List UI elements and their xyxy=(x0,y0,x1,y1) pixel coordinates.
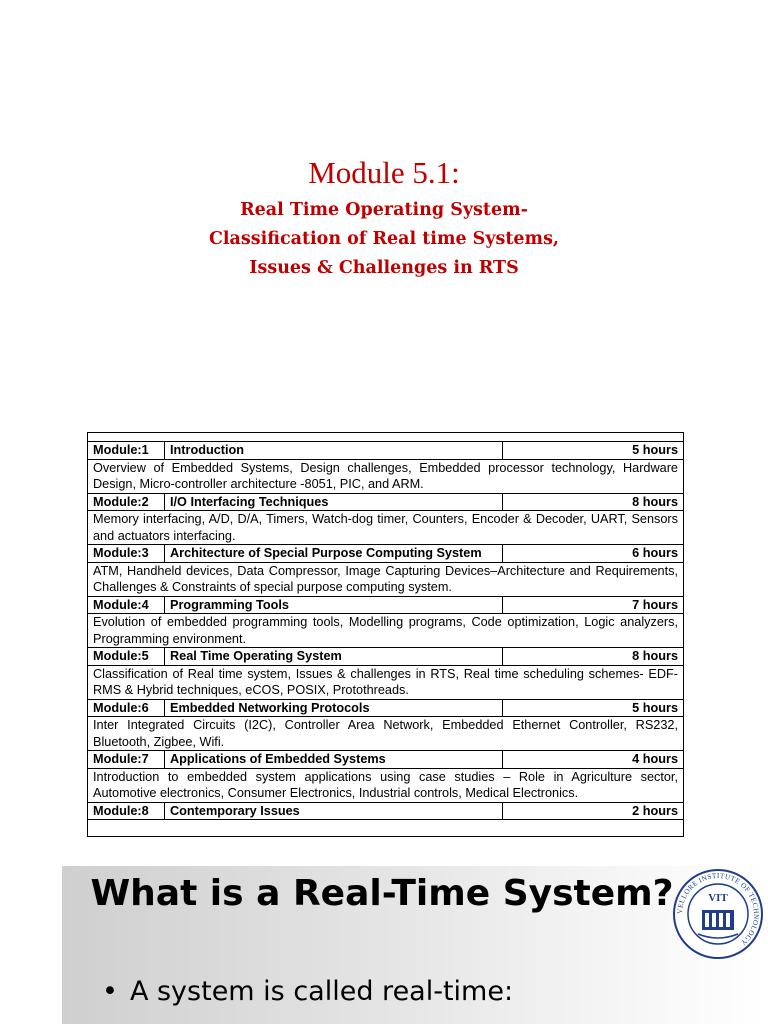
table-row xyxy=(88,545,684,563)
table-row xyxy=(88,802,684,820)
module-title-cell: I/O Interfacing Techniques xyxy=(165,493,503,511)
slide-preview xyxy=(62,866,768,1024)
module-hours: 6 hours xyxy=(503,545,684,563)
table-row xyxy=(88,648,684,666)
table-row xyxy=(88,614,684,648)
table-row xyxy=(88,511,684,545)
module-number: Module:1 xyxy=(88,442,165,460)
syllabus-table xyxy=(87,432,684,837)
seal-ring-text: VELLORE INSTITUTE OF TECHNOLOGY xyxy=(675,871,761,947)
module-number: Module:2 xyxy=(88,493,165,511)
module-title-cell: Introduction xyxy=(165,442,503,460)
module-description: Classification of Real time system, Issues & challenges in RTS, Real time scheduling schemes- EDF-RMS & Hybrid techniques, eCOS, POSIX, Protothreads. xyxy=(88,665,684,699)
vit-seal-icon xyxy=(672,868,764,960)
module-description xyxy=(88,820,684,837)
module-number: Module:3 xyxy=(88,545,165,563)
module-description: Introduction to embedded system applications using case studies – Role in Agriculture sector, Automotive electronics, Consumer Electronics, Industrial controls, Medical Electronics. xyxy=(88,768,684,802)
table-row xyxy=(88,596,684,614)
module-hours: 8 hours xyxy=(503,493,684,511)
table-row xyxy=(88,751,684,769)
module-description: Overview of Embedded Systems, Design challenges, Embedded processor technology, Hardware Design, Micro-controller architecture -8051, PIC, and ARM. xyxy=(88,459,684,493)
module-title-cell: Contemporary Issues xyxy=(165,802,503,820)
module-description: Memory interfacing, A/D, D/A, Timers, Watch-dog timer, Counters, Encoder & Decoder, UART, Sensors and actuators interfacing. xyxy=(88,511,684,545)
table-row xyxy=(88,562,684,596)
table-row xyxy=(88,665,684,699)
module-title-cell: Programming Tools xyxy=(165,596,503,614)
module-title: Module 5.1: xyxy=(308,155,460,190)
slide-bullet-text: A system is called real-time: xyxy=(129,976,514,1007)
module-hours: 5 hours xyxy=(503,699,684,717)
module-number: Module:7 xyxy=(88,751,165,769)
table-row xyxy=(88,699,684,717)
module-title-cell: Applications of Embedded Systems xyxy=(165,751,503,769)
table-row xyxy=(88,768,684,802)
title-block xyxy=(0,150,768,283)
table-row xyxy=(88,459,684,493)
module-description: Inter Integrated Circuits (I2C), Controller Area Network, Embedded Ethernet Controller, RS232, Bluetooth, Zigbee, Wifi. xyxy=(88,717,684,751)
table-row xyxy=(88,442,684,460)
module-number: Module:6 xyxy=(88,699,165,717)
slide-title: What is a Real-Time System? xyxy=(90,873,674,914)
module-hours: 8 hours xyxy=(503,648,684,666)
module-title-cell: Real Time Operating System xyxy=(165,648,503,666)
module-hours: 5 hours xyxy=(503,442,684,460)
module-title-cell: Architecture of Special Purpose Computing System xyxy=(165,545,503,563)
subtitle-line-3: Issues & Challenges in RTS xyxy=(249,258,519,278)
module-hours: 4 hours xyxy=(503,751,684,769)
table-top-spacer xyxy=(88,433,684,442)
bullet-dot-icon: • xyxy=(102,976,118,1007)
module-description: ATM, Handheld devices, Data Compressor, Image Capturing Devices–Architecture and Requirements, Challenges & Constraints of special purpose computing system. xyxy=(88,562,684,596)
module-number: Module:5 xyxy=(88,648,165,666)
module-hours: 7 hours xyxy=(503,596,684,614)
subtitle-line-2: Classification of Real time Systems, xyxy=(208,229,560,249)
seal-center-text: VIT xyxy=(708,892,728,904)
subtitle-line-1: Real Time Operating System- xyxy=(240,200,528,220)
slide-bullet xyxy=(102,976,513,1007)
module-hours: 2 hours xyxy=(503,802,684,820)
table-row xyxy=(88,717,684,751)
module-description: Evolution of embedded programming tools, Modelling programs, Code optimization, Logic analyzers, Programming environment. xyxy=(88,614,684,648)
module-title-cell: Embedded Networking Protocols xyxy=(165,699,503,717)
table-row xyxy=(88,820,684,837)
module-number: Module:8 xyxy=(88,802,165,820)
module-number: Module:4 xyxy=(88,596,165,614)
table-row xyxy=(88,493,684,511)
